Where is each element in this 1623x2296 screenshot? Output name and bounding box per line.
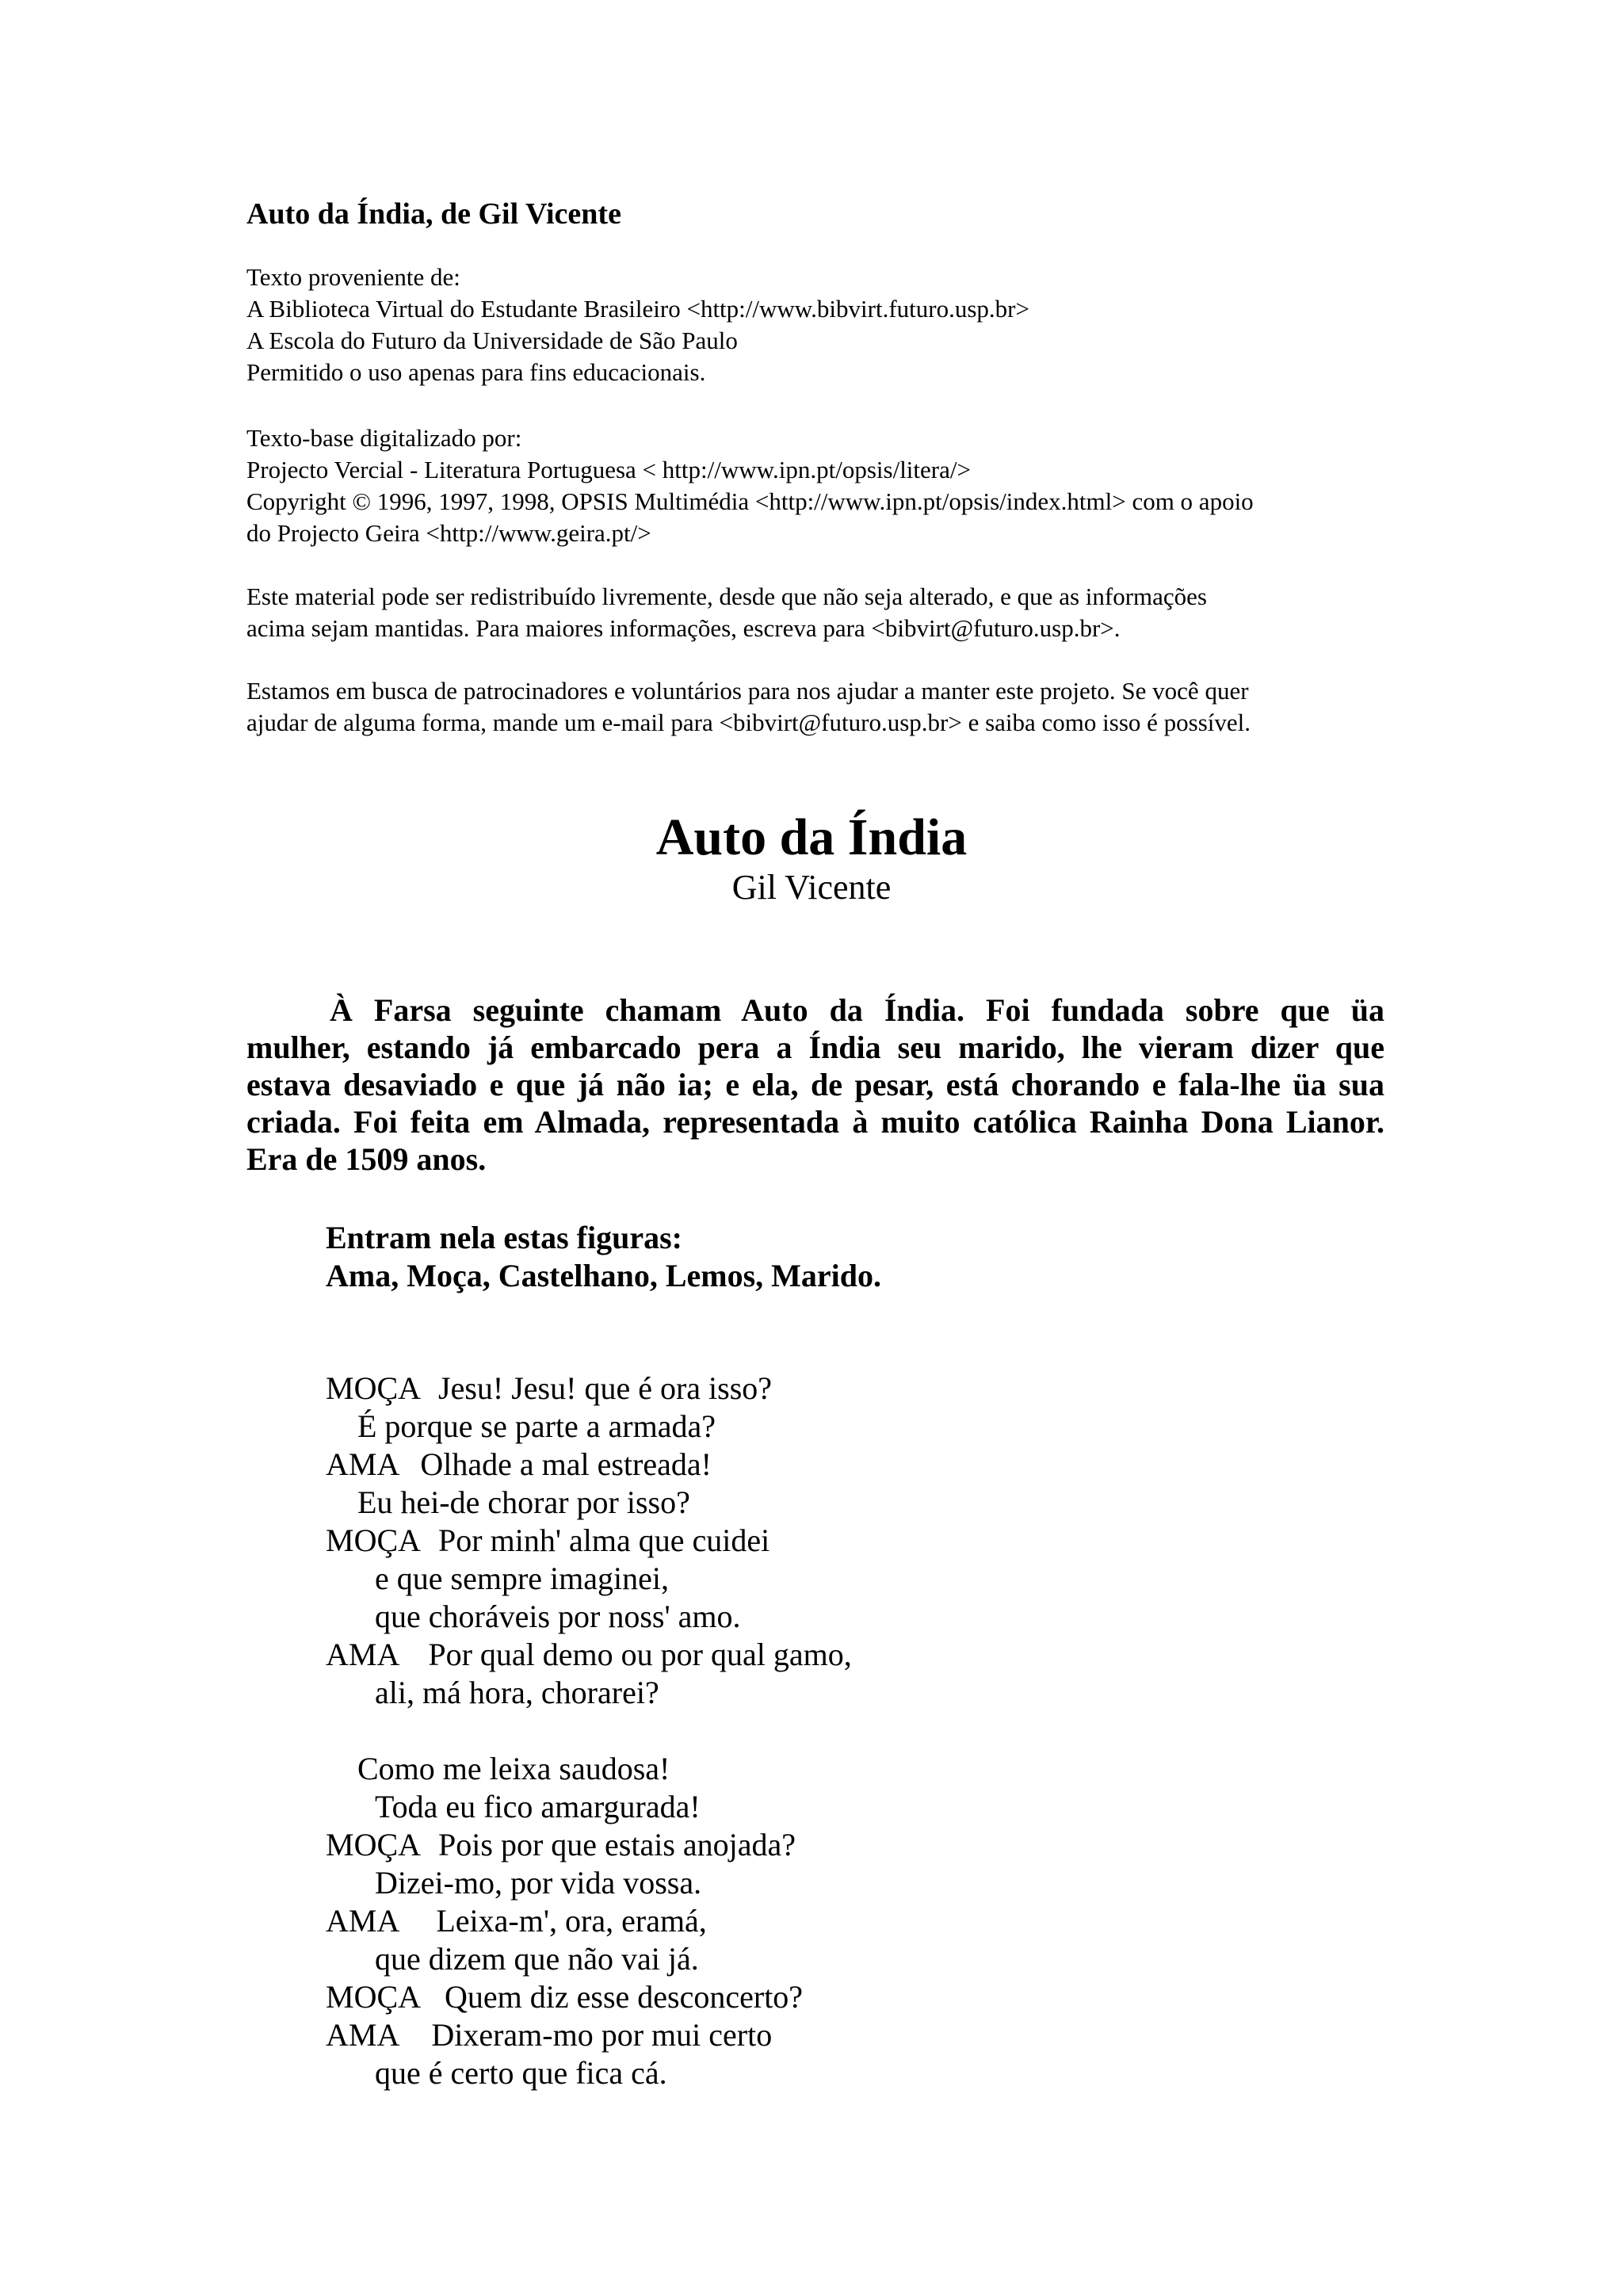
source-notice-line: A Escola do Futuro da Universidade de São Paulo [246,327,738,354]
intro-line: À Farsa seguinte chamam Auto da Índia. Foi fundada sobre que üa [330,992,1384,1028]
dialogue-line [326,1484,852,1522]
dialogue-text: Por qual demo ou por qual gamo, [428,1637,852,1672]
dialogue-line [326,1446,852,1484]
redistribution-notice [246,581,1207,644]
document-header-title: Auto da Índia, de Gil Vicente [246,197,621,231]
speaker-label: AMA [326,1903,400,1939]
intro-line: Era de 1509 anos. [246,1141,487,1177]
redistribution-notice-line: acima sejam mantidas. Para maiores informações, escreva para <bibvirt@futuro.usp.br>. [246,614,1121,642]
dialogue-line [326,1598,852,1636]
digitized-notice-line: Texto-base digitalizado por: [246,424,522,452]
dialogue-text: Dizei-mo, por vida vossa. [375,1865,702,1901]
dialogue-line [326,1408,852,1446]
dialogue-line [326,1940,852,1978]
dialogue-text: Pois por que estais anojada? [438,1827,796,1862]
speaker-label: MOÇA [326,1370,422,1406]
dialogue-text: Por minh' alma que cuidei [438,1522,770,1558]
dialogue-text: que choráveis por noss' amo. [375,1599,741,1634]
dialogue-text: Toda eu fico amargurada! [375,1789,701,1824]
dialogue-text: Jesu! Jesu! que é ora isso? [438,1370,773,1406]
intro-line: criada. Foi feita em Almada, representada à muito católica Rainha Dona Lianor. [246,1104,1384,1140]
dialogue-line [326,1560,852,1598]
dialogue-text: Como me leixa saudosa! [357,1751,670,1786]
digitized-notice-line: Projecto Vercial - Literatura Portuguesa < http://www.ipn.pt/opsis/litera/> [246,456,971,483]
intro-line: estava desaviado e que já não ia; e ela, de pesar, está chorando e fala-lhe üa sua [246,1067,1384,1102]
work-title: Auto da Índia [655,808,968,866]
speaker-label: MOÇA [326,1979,422,2015]
speaker-label: AMA [326,1637,400,1672]
sponsor-notice-line: Estamos em busca de patrocinadores e voluntários para nos ajudar a manter este projeto. Se você quer [246,677,1249,705]
dialogue-text: Quem diz esse desconcerto? [445,1979,804,2015]
sponsor-notice-line: ajudar de alguma forma, mande um e-mail para <bibvirt@futuro.usp.br> e saiba como isso é possível. [246,709,1251,736]
dialogue-line [326,2016,852,2054]
speaker-label: MOÇA [326,1827,422,1862]
intro-line: mulher, estando já embarcado pera a Índia seu marido, lhe vieram dizer que [246,1030,1384,1065]
dialogue-line [326,1788,852,1826]
speaker-label: MOÇA [326,1522,422,1558]
dialogue-text: Leixa-m', ora, eramá, [436,1903,707,1939]
dialogue-text: É porque se parte a armada? [357,1408,716,1444]
figures-block [326,1219,881,1295]
source-notice-line: Texto proveniente de: [246,263,460,291]
dialogue-line [326,1826,852,1864]
digitized-notice-line: Copyright © 1996, 1997, 1998, OPSIS Multimédia <http://www.ipn.pt/opsis/index.html> com o apoio [246,487,1254,515]
source-notice-line: Permitido o uso apenas para fins educacionais. [246,358,706,386]
dialogue-line [326,1750,852,1788]
dialogue-line [326,1674,852,1712]
digitized-notice [246,422,1254,549]
intro-paragraph [246,991,1384,1178]
dialogue-line [326,1978,852,2016]
digitized-notice-line: do Projecto Geira <http://www.geira.pt/> [246,519,651,547]
dialogue-text: Olhade a mal estreada! [420,1446,712,1482]
speaker-label: AMA [326,1446,400,1482]
source-notice [246,262,1029,388]
redistribution-notice-line: Este material pode ser redistribuído livremente, desde que não seja alterado, e que as informações [246,583,1207,610]
dialogue-text: ali, má hora, chorarei? [375,1675,659,1710]
dialogue-text: Eu hei-de chorar por isso? [357,1484,690,1520]
source-notice-line: A Biblioteca Virtual do Estudante Brasileiro <http://www.bibvirt.futuro.usp.br> [246,295,1029,323]
sponsor-notice [246,675,1251,739]
dialogue-line [326,2054,852,2092]
dialogue-text: e que sempre imaginei, [375,1561,669,1596]
dialogue-text: que dizem que não vai já. [375,1941,699,1977]
work-author: Gil Vicente [731,868,892,907]
dialogue-line [326,1636,852,1674]
figures-list: Ama, Moça, Castelhano, Lemos, Marido. [326,1258,882,1293]
speaker-label: AMA [326,2017,400,2053]
stanza-break [326,1712,852,1750]
dialogue-line [326,1864,852,1902]
figures-heading: Entram nela estas figuras: [326,1220,682,1255]
dialogue-line [326,1522,852,1560]
dialogue-block [326,1370,852,2092]
dialogue-text: que é certo que fica cá. [375,2055,667,2091]
dialogue-text: Dixeram-mo por mui certo [431,2017,773,2053]
dialogue-line [326,1370,852,1408]
dialogue-line [326,1902,852,1940]
